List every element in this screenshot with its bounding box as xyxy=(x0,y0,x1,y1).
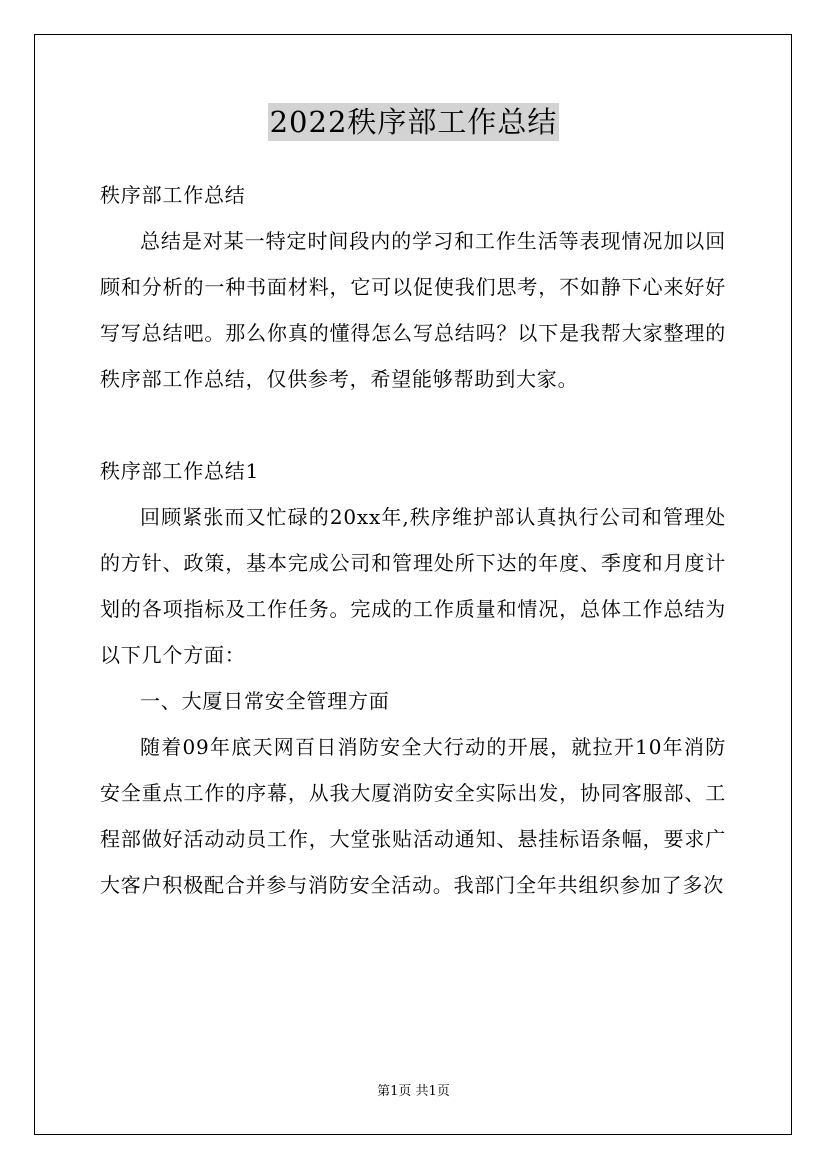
document-title: 2022秩序部工作总结 xyxy=(269,105,558,139)
paragraph-gap xyxy=(100,402,726,448)
document-body xyxy=(100,172,726,908)
page-footer: 第1页 共1页 xyxy=(377,1084,450,1099)
section-heading: 秩序部工作总结1 xyxy=(100,459,260,483)
section-heading: 秩序部工作总结 xyxy=(100,183,246,207)
intro-paragraph: 总结是对某一特定时间段内的学习和工作生活等表现情况加以回顾和分析的一种书面材料，它可以促使我们思考，不如静下心来好好写写总结吧。那么你真的懂得怎么写总结吗？以下是我帮大家整理的秩序部工作总结，仅供参考，希望能够帮助到大家。 xyxy=(100,229,726,391)
body-paragraph: 回顾紧张而又忙碌的20xx年,秩序维护部认真执行公司和管理处的方针、政策，基本完成公司和管理处所下达的年度、季度和月度计划的各项指标及工作任务。完成的工作质量和情况，总体工作总结为以下几个方面： xyxy=(100,505,726,667)
body-paragraph: 随着09年底天网百日消防安全大行动的开展，就拉开10年消防安全重点工作的序幕，从我大厦消防安全实际出发，协同客服部、工程部做好活动动员工作，大堂张贴活动通知、悬挂标语条幅，要求广大客户积极配合并参与消防安全活动。我部门全年共组织参加了多次 xyxy=(100,735,726,897)
subsection-heading: 一、大厦日常安全管理方面 xyxy=(140,689,390,713)
title-container xyxy=(0,103,827,141)
